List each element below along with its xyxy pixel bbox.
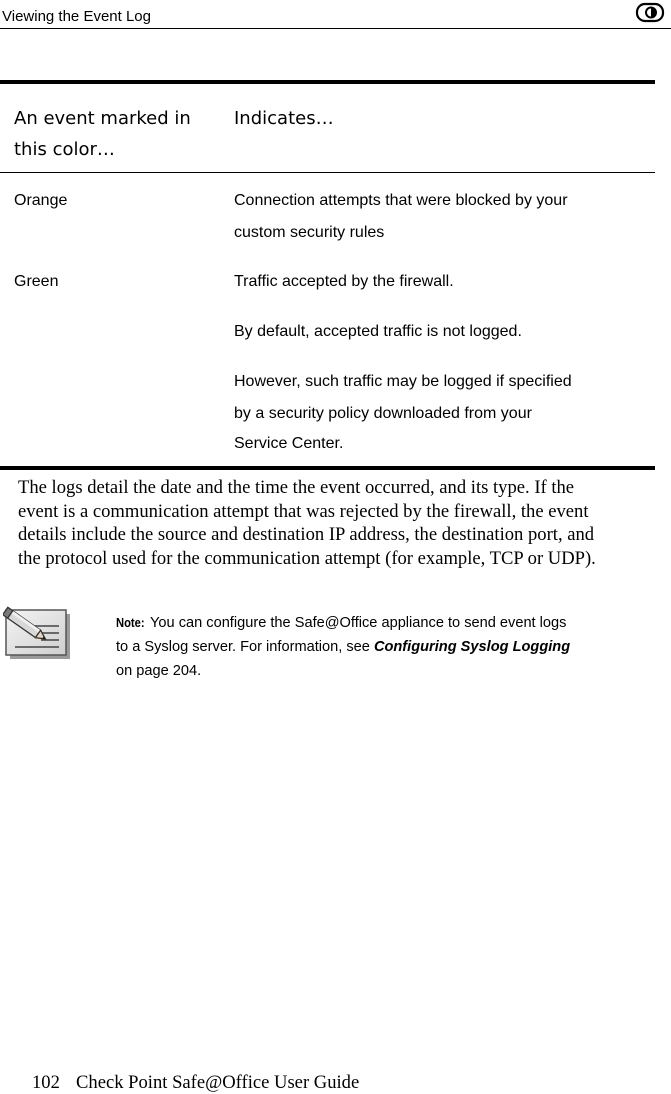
body-line: event is a communication attempt that was rejected by the firewall, the event <box>18 500 589 522</box>
note-line-2 <box>116 635 646 659</box>
table-top-rule <box>0 80 655 84</box>
table-header-color: An event marked in this color… <box>14 108 191 160</box>
page-footer <box>32 1072 359 1094</box>
guide-title: Check Point Safe@Office User Guide <box>76 1072 360 1093</box>
page-number: 102 <box>32 1072 60 1093</box>
table-cell-desc-line: custom security rules <box>234 224 385 241</box>
table-cell-desc-line: However, such traffic may be logged if specified <box>234 373 572 390</box>
note-line-3: on page 204. <box>116 663 202 679</box>
body-paragraph <box>18 476 671 570</box>
note-line-1 <box>116 611 646 635</box>
body-line: The logs detail the date and the time the event occurred, and its type. If the <box>18 477 575 498</box>
table-cell-color-orange: Orange <box>14 192 68 209</box>
table-cell-desc-line: By default, accepted traffic is not logged. <box>234 323 522 340</box>
note-line-2-text: to a Syslog server. For information, see <box>116 639 374 655</box>
note-line-1-text: You can configure the Safe@Office appliance to send event logs <box>150 615 567 631</box>
table-cell-color-green: Green <box>14 273 59 290</box>
table-cell-desc-line: Traffic accepted by the firewall. <box>234 273 454 290</box>
header-divider <box>0 28 671 29</box>
note-text <box>116 611 646 683</box>
table-header-indicates: Indicates… <box>234 108 334 129</box>
body-line: details include the source and destination IP address, the destination port, and <box>18 524 595 545</box>
table-cell-desc-line: Connection attempts that were blocked by your <box>234 192 568 209</box>
table-cell-desc-line: by a security policy downloaded from your <box>234 405 532 422</box>
eye-icon <box>635 2 665 23</box>
page-header-title: Viewing the Event Log <box>2 8 151 25</box>
table-bottom-rule <box>0 466 655 470</box>
table-header-rule <box>0 172 655 173</box>
note-label: Note: <box>116 615 145 630</box>
note-cross-reference-link[interactable]: Configuring Syslog Logging <box>373 639 571 655</box>
table-cell-desc-line: Service Center. <box>234 435 344 452</box>
body-line: the protocol used for the communication attempt (for example, TCP or UDP). <box>18 547 596 569</box>
note-pencil-icon <box>3 602 71 660</box>
